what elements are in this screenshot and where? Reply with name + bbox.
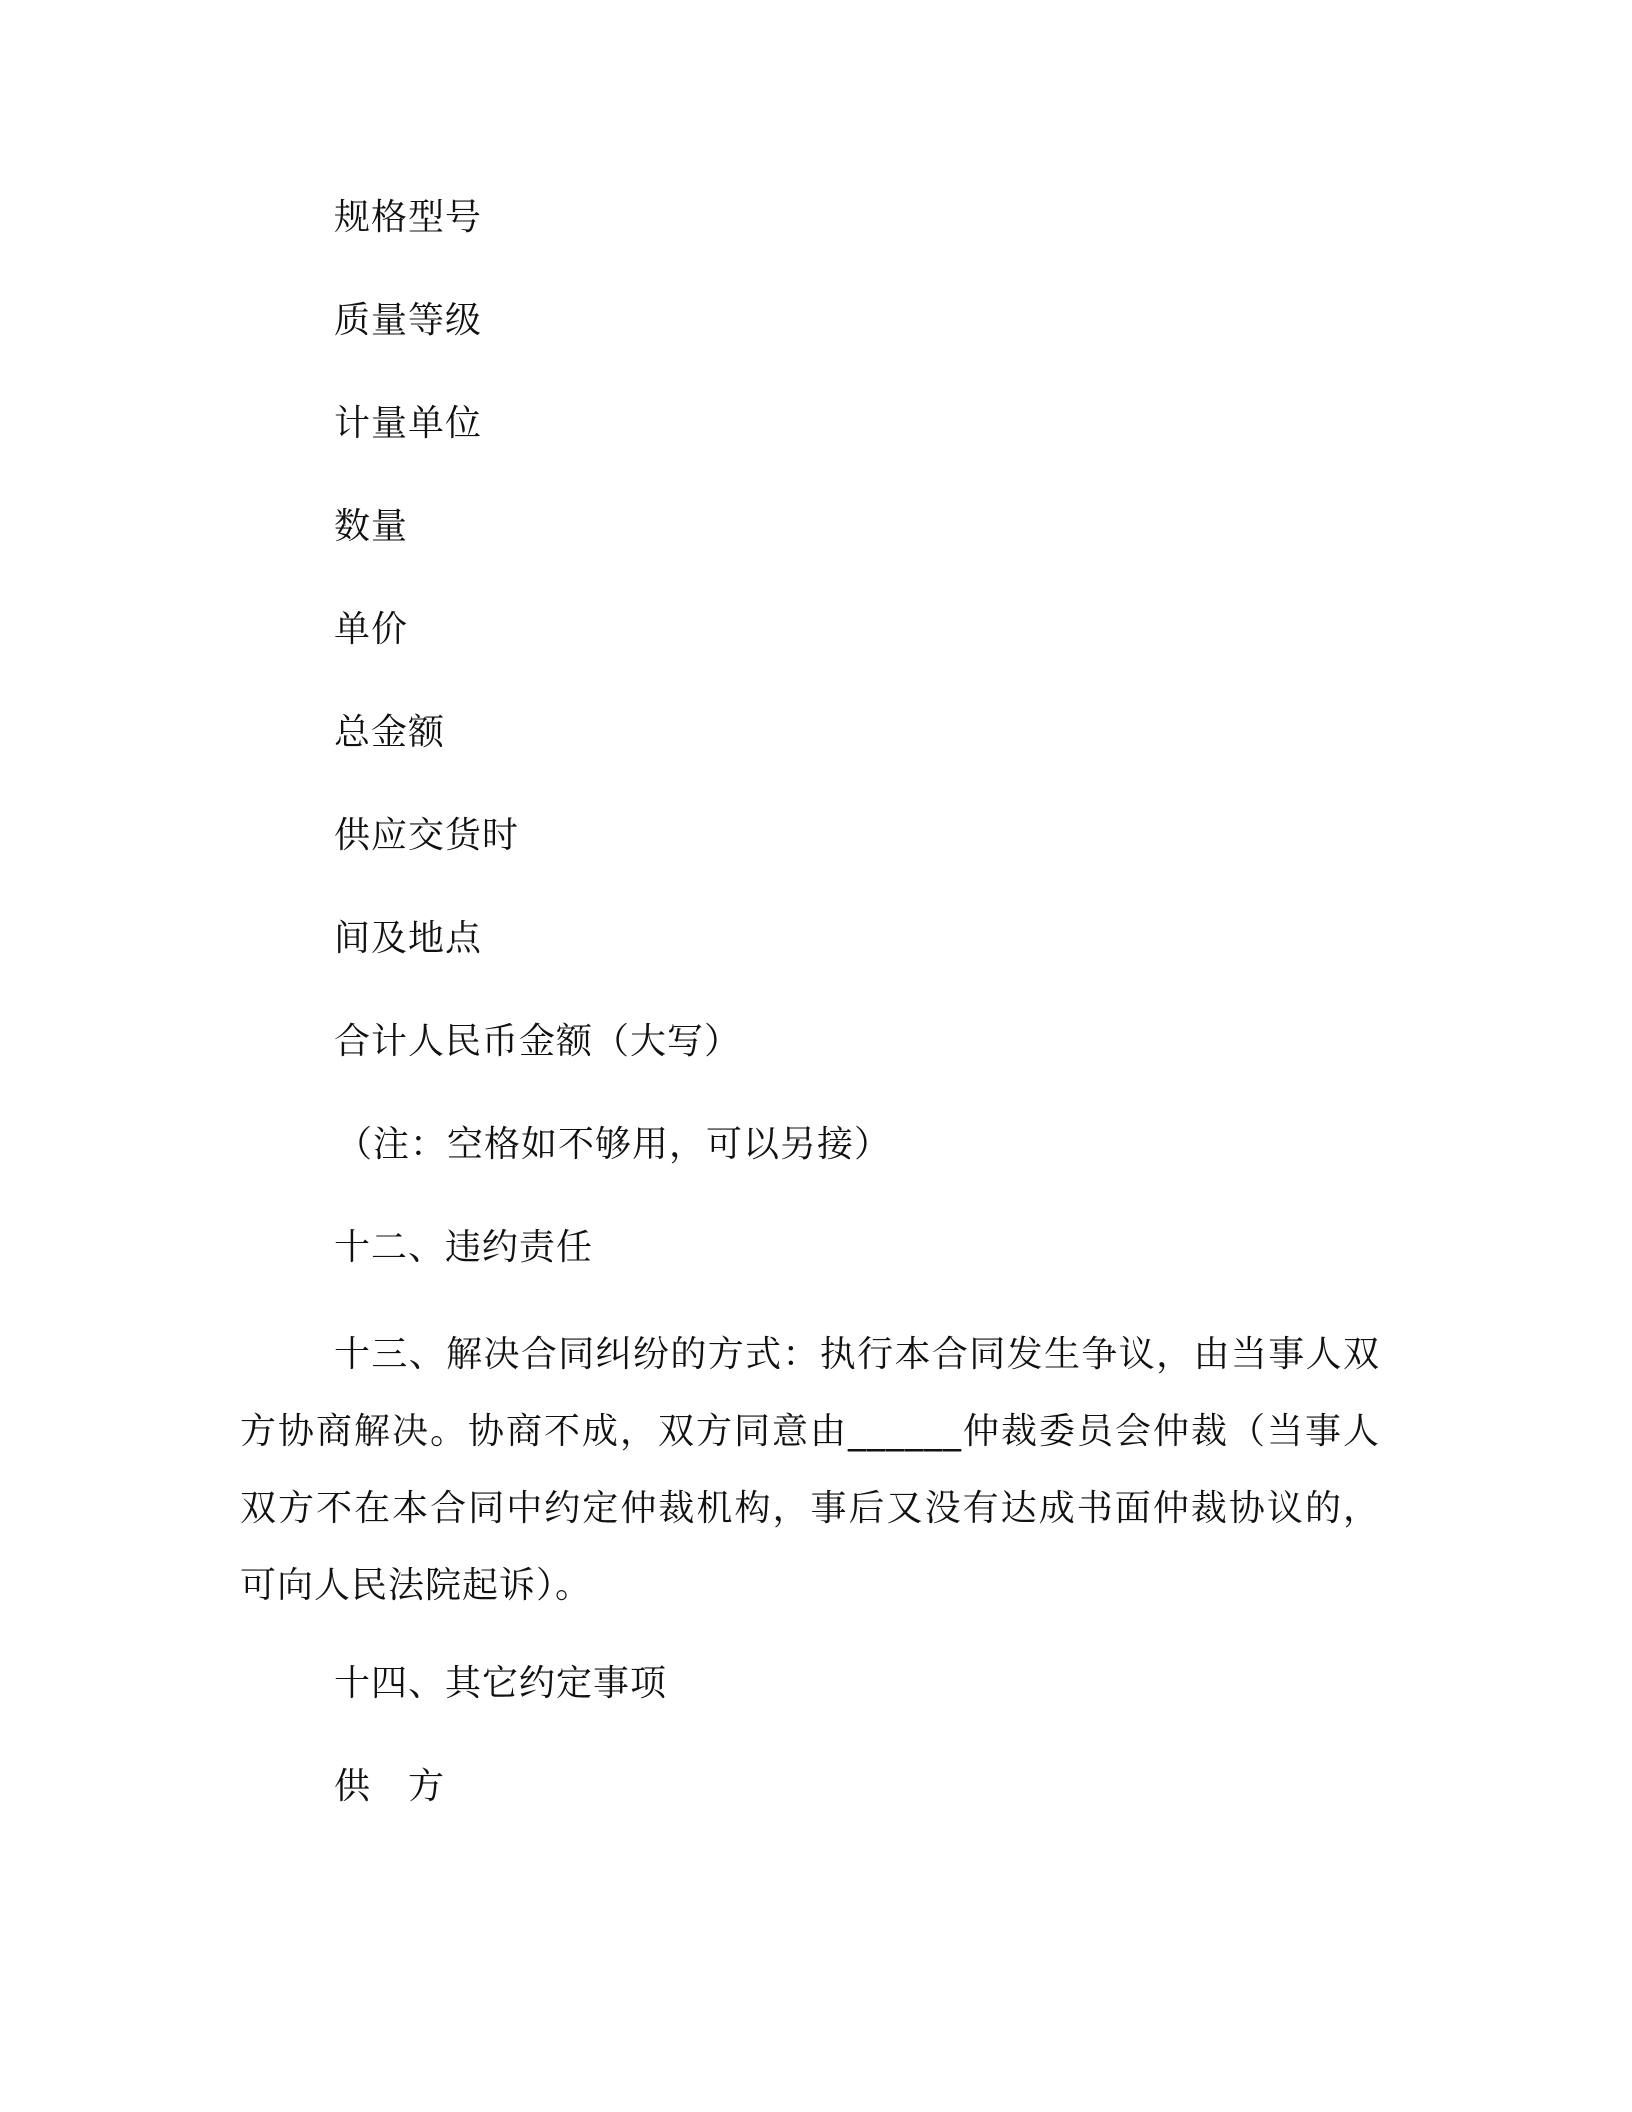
item-unit-price: 单价: [334, 609, 409, 650]
clause-13-text: 十三、解决合同纠纷的方式：执行本合同发生争议，由当事人双方协商解决。协商不成，双方同意由______仲裁委员会仲裁（当事人双方不在本合同中约定仲裁机构，事后又没有达成书面仲裁协议的，可向人民法院起诉）。: [240, 1334, 1380, 1606]
item-quantity: 数量: [334, 506, 409, 547]
item-delivery-time: 供应交货时: [334, 815, 520, 856]
clause-13-paragraph: [240, 1316, 1380, 1624]
supplier-label: 供 方: [334, 1766, 446, 1807]
item-total-rmb-uppercase: 合计人民币金额（大写）: [334, 1021, 742, 1062]
item-measurement-unit: 计量单位: [334, 403, 483, 444]
note-text: （注：空格如不够用，可以另接）: [336, 1124, 892, 1165]
clause-14-heading: 十四、其它约定事项: [334, 1663, 668, 1704]
item-quality-grade: 质量等级: [334, 300, 483, 341]
item-delivery-place: 间及地点: [334, 918, 483, 959]
item-total-amount: 总金额: [334, 712, 446, 753]
item-spec-model: 规格型号: [334, 197, 483, 238]
clause-12-heading: 十二、违约责任: [334, 1227, 594, 1268]
